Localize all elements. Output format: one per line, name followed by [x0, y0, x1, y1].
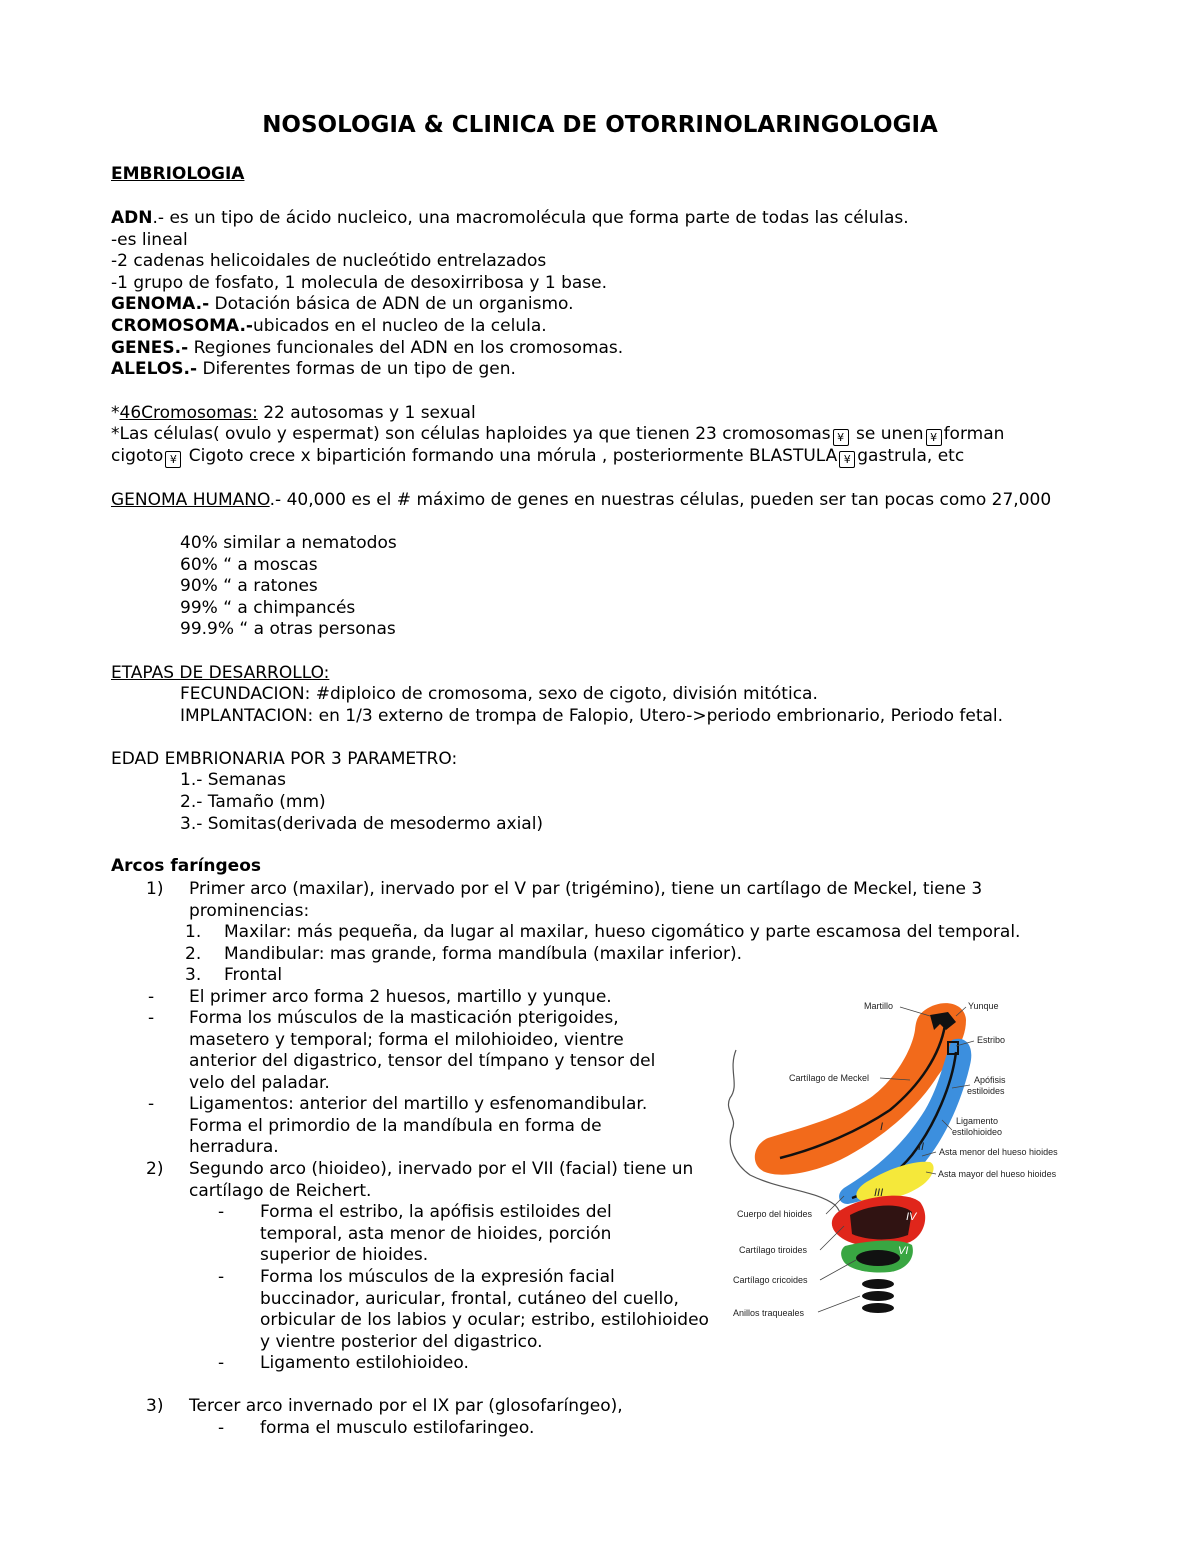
primer-arco-text: Primer arco (maxilar), inervado por el V par (trigémino), tiene un cartílago de Meckel, tiene 3 prominencias: [189, 879, 983, 921]
similitud-item: 90% “ a ratones [180, 576, 318, 596]
primer-bullet: El primer arco forma 2 huesos, martillo y yunque. [189, 987, 612, 1007]
label-yunque: Yunque [968, 1001, 999, 1011]
genoma-term: GENOMA.- [111, 294, 210, 314]
etapas-heading: ETAPAS DE DESARROLLO: [111, 663, 330, 683]
celulas-text: forman [943, 424, 1005, 444]
similitud-item: 60% “ a moscas [180, 555, 318, 575]
arch-numeral: IV [906, 1211, 917, 1223]
cromosoma-def: ubicados en el nucleo de la celula. [253, 316, 547, 336]
etapa-item: IMPLANTACION: en 1/3 externo de trompa de Falopio, Utero->periodo embrionario, Periodo fetal. [180, 706, 1004, 726]
edad-item: 2.- Tamaño (mm) [180, 792, 326, 812]
alelos-def: Diferentes formas de un tipo de gen. [197, 359, 516, 379]
segundo-bullet: Ligamento estilohioideo. [260, 1353, 469, 1373]
genoma-def: Dotación básica de ADN de un organismo. [209, 294, 574, 314]
tracheal-ring [862, 1279, 894, 1289]
label-apofisis: Apófisis [974, 1075, 1006, 1085]
primer-arco-number: 1) [146, 879, 164, 899]
primer-bullet: Forma los músculos de la masticación pterigoides, masetero y temporal; forma el milohioideo, vientre anterior del digastrico, tensor del tímpano y tensor del velo del paladar. [189, 1008, 656, 1093]
cromosoma-definition [111, 316, 547, 337]
sub-item: Frontal [224, 965, 283, 985]
label-meckel: Cartílago de Meckel [789, 1073, 870, 1083]
tracheal-ring [862, 1291, 894, 1301]
label-anillos: Anillos traqueales [733, 1308, 805, 1318]
adn-point: -es lineal [111, 230, 188, 250]
celulas-line [111, 424, 1004, 446]
cigoto-text: cigoto [111, 446, 164, 466]
celulas-text: se unen [850, 424, 924, 444]
missing-glyph-icon: ¥ [165, 451, 181, 468]
cromosomas-count: 46Cromosomas: [119, 403, 258, 423]
sub-number: 2. [185, 944, 202, 964]
celulas-text: *Las células( ovulo y espermat) son células haploides ya que tienen 23 cromosomas [111, 424, 831, 444]
arch-numeral: III [874, 1187, 884, 1199]
label-asta-mayor: Asta mayor del hueso hioides [938, 1169, 1057, 1179]
missing-glyph-icon: ¥ [833, 429, 849, 446]
arch-numeral: I [880, 1121, 884, 1133]
bullet-dash: - [218, 1353, 225, 1373]
bullet-dash: - [148, 1008, 155, 1028]
bullet-dash: - [218, 1202, 225, 1222]
label-asta-menor: Asta menor del hueso hioides [939, 1147, 1058, 1157]
similitud-item: 40% similar a nematodos [180, 533, 397, 553]
star-mark: * [111, 403, 120, 423]
sub-number: 1. [185, 922, 202, 942]
cigoto-line [111, 446, 964, 468]
label-ligamento: Ligamento [956, 1116, 999, 1126]
adn-definition [111, 208, 909, 229]
label-estribo: Estribo [977, 1035, 1006, 1045]
sub-item: Mandibular: mas grande, forma mandíbula (maxilar inferior). [224, 944, 743, 964]
cromosomas-line [111, 403, 476, 424]
edad-item: 1.- Semanas [180, 770, 287, 790]
segundo-bullet: Forma el estribo, la apófisis estiloides del temporal, asta menor de hioides, porción superior de hioides. [260, 1202, 612, 1266]
tercer-arco-number: 3) [146, 1396, 164, 1416]
arcos-heading: Arcos faríngeos [111, 856, 262, 876]
segundo-bullet: Forma los músculos de la expresión facial buccinador, auricular, frontal, cutáneo del cuello, orbicular de los labios y ocular; estribo, estilohioideo y vientre posterior del digastrico. [260, 1267, 709, 1352]
missing-glyph-icon: ¥ [839, 451, 855, 468]
similitud-item: 99.9% “ a otras personas [180, 619, 396, 639]
adn-point: -1 grupo de fosfato, 1 molecula de desoxirribosa y 1 base. [111, 273, 608, 293]
sub-item: Maxilar: más pequeña, da lugar al maxilar, hueso cigomático y parte escamosa del temporal. [224, 922, 1021, 942]
label-apofisis: estiloides [967, 1086, 1005, 1096]
arch-numeral: VI [898, 1245, 909, 1257]
genes-term: GENES.- [111, 338, 189, 358]
genes-definition [111, 338, 623, 359]
bullet-dash: - [148, 1094, 155, 1114]
tercer-bullet: forma el musculo estilofaringeo. [260, 1418, 535, 1438]
adn-term: ADN [111, 208, 153, 228]
bullet-dash: - [218, 1267, 225, 1287]
segundo-arco-text: Segundo arco (hioideo), inervado por el VII (facial) tiene un cartílago de Reichert. [189, 1159, 694, 1201]
label-ligamento: estilohioideo [952, 1127, 1003, 1137]
sub-number: 3. [185, 965, 202, 985]
cromosoma-term: CROMOSOMA.- [111, 316, 253, 336]
similitud-item: 99% “ a chimpancés [180, 598, 356, 618]
adn-point: -2 cadenas helicoidales de nucleótido entrelazados [111, 251, 547, 271]
label-martillo: Martillo [864, 1001, 894, 1011]
cigoto-text: Cigoto crece x bipartición formando una mórula , posteriormente BLASTULA [183, 446, 838, 466]
page-title: NOSOLOGIA & CLINICA DE OTORRINOLARINGOLOGIA [262, 112, 938, 138]
segundo-arco-number: 2) [146, 1159, 164, 1179]
cigoto-text: gastrula, etc [857, 446, 965, 466]
tercer-arco-text: Tercer arco invernado por el IX par (glosofaríngeo), [189, 1396, 623, 1416]
adn-def: .- es un tipo de ácido nucleico, una macromolécula que forma parte de todas las células. [152, 208, 909, 228]
genes-def: Regiones funcionales del ADN en los cromosomas. [188, 338, 624, 358]
etapa-item: FECUNDACION: #diploico de cromosoma, sexo de cigoto, división mitótica. [180, 684, 818, 704]
cricoid-cartilage [856, 1250, 900, 1266]
bullet-dash: - [218, 1418, 225, 1438]
tracheal-ring [862, 1303, 894, 1313]
bullet-dash: - [148, 987, 155, 1007]
genoma-humano-def: .- 40,000 es el # máximo de genes en nuestras células, pueden ser tan pocas como 27,000 [269, 490, 1052, 510]
label-tiroides: Cartílago tiroides [739, 1245, 808, 1255]
alelos-definition [111, 359, 516, 380]
edad-item: 3.- Somitas(derivada de mesodermo axial) [180, 814, 544, 834]
label-cricoides: Cartílago cricoides [733, 1275, 808, 1285]
section-heading-embriologia: EMBRIOLOGIA [111, 164, 245, 184]
missing-glyph-icon: ¥ [926, 429, 942, 446]
alelos-term: ALELOS.- [111, 359, 198, 379]
genoma-definition [111, 294, 574, 315]
pharyngeal-arches-figure [720, 990, 1090, 1330]
label-cuerpo: Cuerpo del hioides [737, 1209, 813, 1219]
arch-numeral: II [918, 1141, 925, 1153]
edad-heading: EDAD EMBRIONARIA POR 3 PARAMETRO: [111, 749, 458, 769]
cromosomas-detail: 22 autosomas y 1 sexual [257, 403, 476, 423]
primer-bullet: Ligamentos: anterior del martillo y esfenomandibular. Forma el primordio de la mandíbula en forma de herradura. [189, 1094, 648, 1158]
genoma-humano-line [111, 490, 1051, 511]
genoma-humano-term: GENOMA HUMANO [111, 490, 270, 510]
